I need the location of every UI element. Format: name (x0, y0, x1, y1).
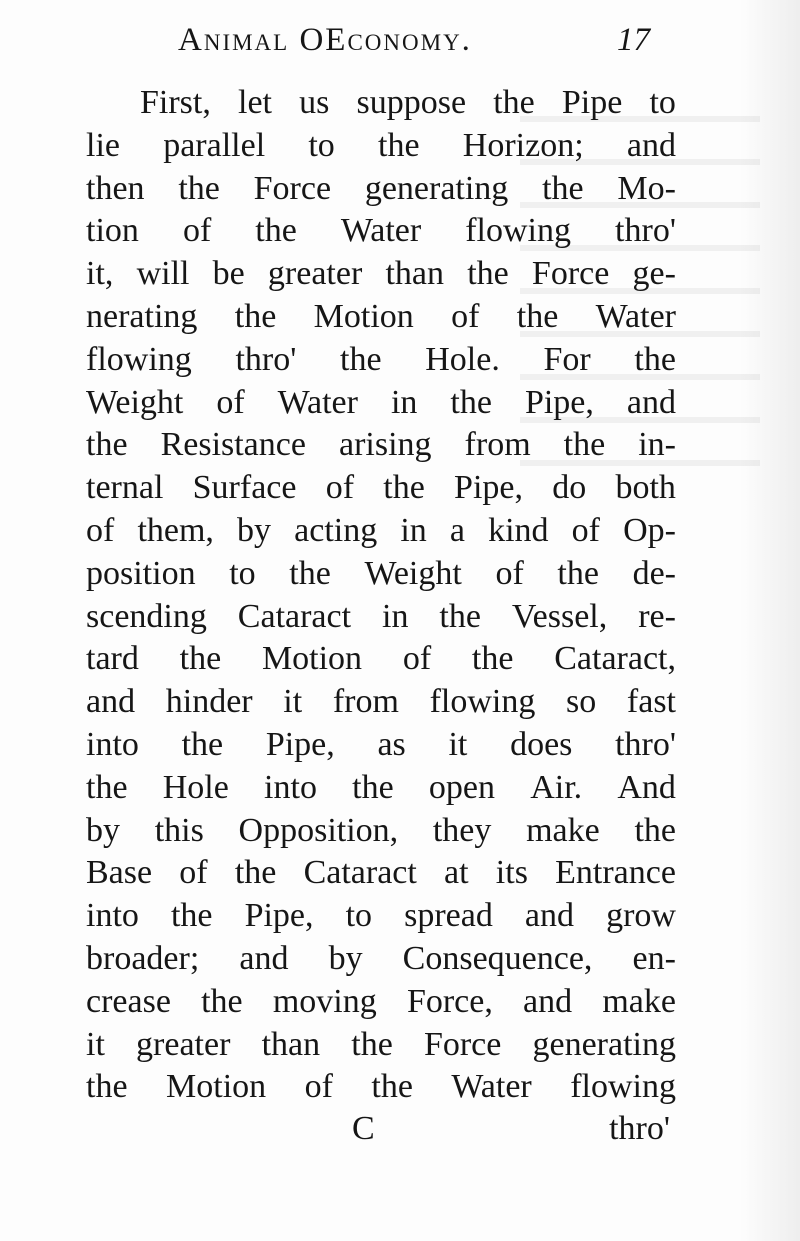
word: position (86, 554, 196, 592)
word: the (542, 169, 584, 207)
word: crease (86, 982, 171, 1020)
word: let (238, 84, 272, 121)
word: both (615, 469, 676, 507)
word: Pipe (561, 84, 623, 121)
word: flowing (570, 1068, 676, 1106)
word: Force (253, 169, 332, 207)
word: Cataract (237, 597, 352, 635)
word: nerating (86, 297, 198, 335)
word: the (181, 725, 224, 763)
word: kind (488, 511, 549, 549)
word: arising (338, 426, 432, 464)
word: Pipe, (524, 383, 594, 421)
text-line (86, 767, 676, 810)
word: and (626, 126, 676, 164)
word: a (449, 511, 465, 549)
word: it (86, 1025, 105, 1063)
word: its (495, 854, 528, 892)
word: as (377, 725, 406, 763)
word: the (234, 854, 277, 892)
word: of (571, 511, 600, 549)
word: the (493, 84, 535, 121)
text-line (86, 339, 676, 382)
word: First, (140, 84, 211, 121)
word: Weight (86, 383, 184, 421)
word: the (170, 897, 213, 935)
signature-mark: C (352, 1110, 375, 1147)
word: re- (638, 597, 676, 635)
word: lie (86, 126, 120, 164)
text-line (86, 168, 676, 211)
word: this (154, 811, 204, 849)
word: of (86, 511, 115, 549)
word: the (563, 426, 606, 464)
text-line (86, 596, 676, 639)
word: thro' (235, 340, 297, 378)
body-paragraph (86, 82, 676, 1109)
word: the (516, 297, 559, 335)
word: Water (451, 1068, 532, 1106)
word: Water (595, 297, 676, 335)
word: does (510, 725, 573, 763)
running-head: Animal OEconomy. (178, 22, 472, 58)
text-line (86, 681, 676, 724)
text-line (86, 296, 676, 339)
word: acting (294, 511, 378, 549)
word: and (524, 897, 575, 935)
word: the (234, 297, 277, 335)
word: be (212, 255, 245, 293)
word: broader; (86, 939, 200, 977)
word: Base (86, 854, 153, 892)
word: it (283, 683, 303, 721)
word: in (382, 597, 409, 635)
word: in- (638, 426, 676, 464)
word: to (345, 897, 373, 935)
word: Force, (406, 982, 493, 1020)
word: than (261, 1025, 321, 1063)
word: and (523, 982, 573, 1020)
word: And (617, 768, 676, 806)
word: into (86, 897, 139, 935)
word: the (450, 383, 492, 421)
word: in (400, 511, 427, 549)
word: scending (86, 597, 207, 635)
text-line (86, 82, 676, 125)
text-line (86, 553, 676, 596)
word: them, (137, 511, 214, 549)
word: tard (86, 640, 139, 678)
word: Motion (261, 640, 363, 678)
word: of (451, 297, 480, 335)
word: of (179, 854, 208, 892)
word: the (471, 640, 514, 678)
word: the (289, 554, 331, 592)
word: moving (272, 982, 377, 1020)
word: of (402, 640, 432, 678)
word: the (371, 1068, 413, 1106)
word: of (325, 469, 355, 507)
word: Motion (313, 297, 414, 335)
word: Force (531, 255, 610, 293)
word: the (467, 255, 509, 293)
word: thro' (615, 212, 676, 250)
word: Air. (530, 768, 583, 806)
text-line (86, 724, 676, 767)
page-header (178, 22, 678, 72)
word: make (526, 811, 600, 849)
word: Horizon; (462, 126, 584, 164)
word: greater (267, 255, 363, 293)
word: Resistance (160, 426, 306, 464)
word: Pipe, (244, 897, 314, 935)
word: Hole. (425, 340, 500, 378)
word: at (444, 854, 469, 892)
word: the (557, 554, 599, 592)
page-footer (86, 1110, 676, 1154)
word: Cataract (303, 854, 417, 892)
word: of (216, 383, 245, 421)
text-line (86, 210, 676, 253)
word: Water (340, 212, 422, 250)
word: and (86, 683, 136, 721)
word: the (383, 469, 425, 507)
word: Force (423, 1025, 502, 1063)
word: so (566, 683, 597, 721)
word: by (328, 939, 363, 977)
word: parallel (163, 126, 266, 164)
text-line (86, 895, 676, 938)
text-line (86, 253, 676, 296)
word: to (649, 84, 676, 121)
word: Consequence, (402, 939, 593, 977)
word: flowing (465, 212, 572, 250)
text-line (86, 1024, 676, 1067)
word: the (178, 169, 220, 207)
word: Water (277, 383, 358, 421)
text-line (86, 467, 676, 510)
word: flowing (86, 340, 192, 378)
word: by (237, 511, 272, 549)
word: ternal (86, 469, 164, 507)
word: us (299, 84, 330, 121)
word: the (201, 982, 243, 1020)
page-number: 17 (617, 22, 650, 58)
word: the (351, 1025, 393, 1063)
word: to (229, 554, 256, 592)
word: by (86, 811, 120, 849)
word: the (86, 1068, 128, 1106)
word: from (332, 683, 399, 721)
word: make (602, 982, 676, 1020)
word: Entrance (555, 854, 676, 892)
word: to (308, 126, 335, 164)
text-line (86, 981, 676, 1024)
word: than (385, 255, 445, 293)
word: Weight (364, 554, 462, 592)
word: the (179, 640, 222, 678)
word: and (626, 383, 676, 421)
word: then (86, 169, 145, 207)
word: hinder (165, 683, 253, 721)
word: suppose (356, 84, 467, 121)
text-line (86, 1066, 676, 1109)
word: generating (532, 1025, 676, 1063)
word: the (86, 768, 128, 806)
text-line (86, 852, 676, 895)
word: fast (626, 683, 676, 721)
word: do (552, 469, 587, 507)
word: will (136, 255, 190, 293)
word: the (634, 811, 676, 849)
word: Vessel, (511, 597, 608, 635)
word: Op- (623, 511, 676, 549)
word: Cataract, (554, 640, 676, 678)
word: Motion (166, 1068, 267, 1106)
word: into (264, 768, 317, 806)
text-line (86, 810, 676, 853)
text-line (86, 510, 676, 553)
word: the (634, 340, 676, 378)
word: into (86, 725, 139, 763)
word: grow (606, 897, 676, 935)
word: the (255, 212, 297, 250)
word: and (239, 939, 289, 977)
word: the (86, 426, 128, 464)
word: of (495, 554, 524, 592)
catchword: thro' (609, 1110, 670, 1147)
word: it, (86, 255, 114, 293)
word: Pipe, (454, 469, 523, 507)
word: en- (632, 939, 676, 977)
text-line (86, 424, 676, 467)
word: the (439, 597, 481, 635)
word: Hole (162, 768, 229, 806)
word: Pipe, (265, 725, 335, 763)
word: from (464, 426, 531, 464)
word: Mo- (617, 169, 676, 207)
word: ge- (632, 255, 676, 293)
text-line (86, 125, 676, 168)
word: open (428, 768, 495, 806)
word: For (543, 340, 591, 378)
text-line (86, 638, 676, 681)
word: the (340, 340, 382, 378)
word: of (182, 212, 212, 250)
word: thro' (615, 725, 676, 763)
word: Surface (192, 469, 297, 507)
word: tion (86, 212, 139, 250)
word: de- (632, 554, 676, 592)
text-line (86, 938, 676, 981)
text-line (86, 382, 676, 425)
word: spread (404, 897, 493, 935)
word: flowing (429, 683, 536, 721)
word: the (352, 768, 394, 806)
word: it (448, 725, 468, 763)
word: they (432, 811, 492, 849)
word: of (304, 1068, 333, 1106)
word: in (390, 383, 418, 421)
word: Opposition, (238, 811, 399, 849)
word: generating (364, 169, 509, 207)
word: greater (136, 1025, 231, 1063)
word: the (378, 126, 420, 164)
